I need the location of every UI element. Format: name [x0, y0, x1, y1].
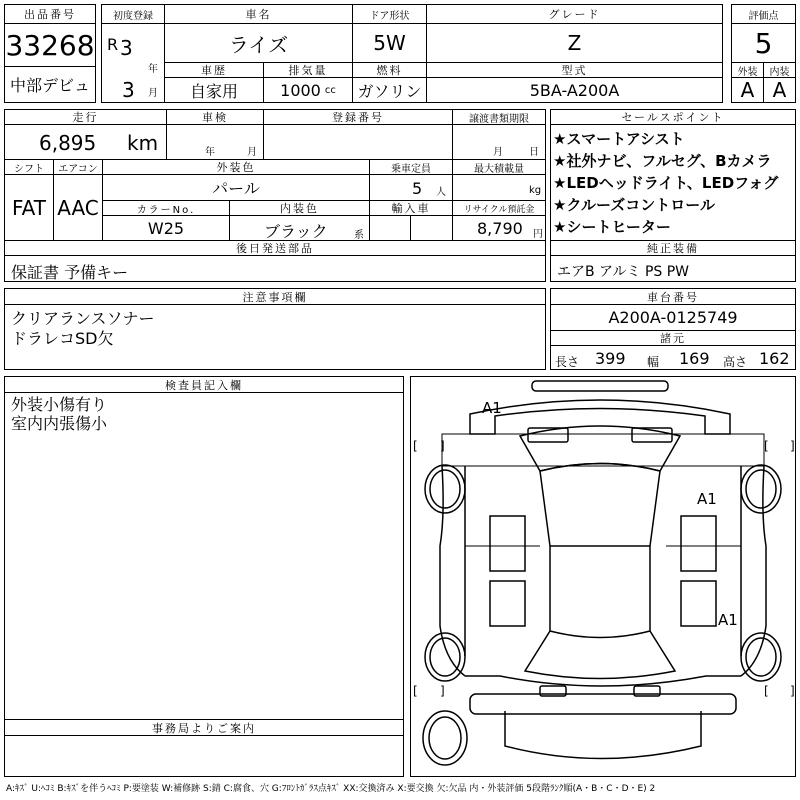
- door-type: 5W: [352, 23, 427, 63]
- model-code: 5BA-A200A: [426, 77, 723, 103]
- car-diagram-drawing: [410, 376, 796, 777]
- equipment-cell: [550, 255, 796, 282]
- history-label: 車歴: [164, 62, 264, 78]
- max-load-label: 最大積載量: [452, 159, 546, 175]
- spec-label: 諸元: [550, 330, 796, 346]
- lot-number-label: 出品番号: [4, 4, 96, 24]
- first-registration-cell: [101, 23, 165, 103]
- exterior-grade: A: [731, 77, 764, 103]
- score: 5: [731, 23, 796, 63]
- mileage: 6,895: [39, 131, 97, 155]
- inspector-panel: [4, 392, 404, 720]
- transfer-month-unit: 月: [493, 147, 503, 158]
- max-load-cell: [452, 174, 546, 201]
- selling-point-1: ★スマートアシスト: [553, 130, 685, 148]
- bracket-right-top: ]: [440, 439, 445, 453]
- color-no-label: カラーNo.: [102, 200, 230, 216]
- plate-cell: [263, 124, 453, 160]
- width-label: 幅: [647, 355, 660, 369]
- chassis-number: A200A-0125749: [550, 304, 796, 331]
- max-load-unit: kg: [529, 185, 542, 196]
- grade-label: グレード: [426, 4, 723, 24]
- later-parts: 保証書 予備キー: [11, 263, 129, 282]
- damage-mark-right: A1: [697, 490, 717, 508]
- transfer-day-unit: 日: [529, 147, 539, 158]
- inspector-line-1: 外装小傷有り: [11, 395, 108, 414]
- lot-number: 33268: [4, 23, 96, 67]
- history: 自家用: [164, 77, 264, 103]
- venue-name: 中部デビュ: [4, 66, 96, 103]
- model-label: 型式: [426, 62, 723, 78]
- displacement: 1000: [280, 80, 321, 100]
- office-label: 事務局よりご案内: [4, 719, 404, 736]
- recycle-cell: [452, 215, 546, 241]
- bracket-right-bottom: ]: [440, 684, 445, 698]
- bracket-right-bottom-r: ]: [790, 684, 795, 698]
- interior-color-label: 内装色: [229, 200, 370, 216]
- inspection-year-unit: 年: [205, 147, 215, 158]
- inspection-cell: [166, 124, 264, 160]
- bracket-left-bottom: [: [413, 684, 418, 698]
- fuel: ガソリン: [352, 77, 427, 103]
- note-line-2: ドラレコSD欠: [11, 329, 114, 348]
- later-parts-label: 後日発送部品: [4, 240, 546, 256]
- displacement-label: 排気量: [263, 62, 353, 78]
- equipment-label: 純正装備: [550, 240, 796, 256]
- capacity: 5: [412, 179, 423, 198]
- damage-mark-top: A1: [482, 399, 502, 417]
- color-number: W25: [102, 215, 230, 241]
- import-cell: [369, 215, 411, 241]
- note-line-1: クリアランスソナー: [11, 309, 155, 328]
- month-unit: 月: [148, 88, 158, 99]
- door-label: ドア形状: [352, 4, 427, 24]
- exterior-color-label: 外装色: [102, 159, 370, 175]
- plate-label: 登録番号: [263, 109, 453, 125]
- registration-year: 3: [120, 36, 133, 60]
- car-name: ライズ: [164, 23, 353, 63]
- transfer-label: 譲渡書類期限: [452, 109, 546, 125]
- fuel-label: 燃料: [352, 62, 427, 78]
- length-label: 長さ: [555, 355, 580, 369]
- interior-color-suffix: 系: [354, 230, 364, 241]
- recycle-unit: 円: [533, 229, 543, 240]
- grade: Z: [426, 23, 723, 63]
- inspection-label: 車検: [166, 109, 264, 125]
- damage-mark-rear-right: A1: [718, 611, 738, 629]
- displacement-cell: [263, 77, 353, 103]
- recycle-fee: 8,790: [477, 219, 523, 238]
- mileage-unit: km: [127, 131, 159, 155]
- selling-point-4: ★クルーズコントロール: [553, 196, 715, 214]
- capacity-label: 乗車定員: [369, 159, 453, 175]
- selling-points-panel: [550, 124, 796, 241]
- exterior-grade-label: 外装: [731, 62, 764, 78]
- bracket-left-top-r: [: [764, 439, 769, 453]
- selling-point-3: ★LEDヘッドライト、LEDフォグ: [553, 174, 779, 192]
- chassis-label: 車台番号: [550, 288, 796, 305]
- exterior-color: パール: [102, 174, 370, 201]
- interior-color-cell: [229, 215, 370, 241]
- bracket-left-top: [: [413, 439, 418, 453]
- displacement-unit: cc: [324, 84, 336, 96]
- year-unit: 年: [148, 64, 158, 75]
- ac-label: エアコン: [53, 159, 103, 175]
- recycle-label: リサイクル預託金: [452, 200, 546, 216]
- first-registration-label: 初度登録: [101, 4, 165, 24]
- length: 399: [595, 349, 626, 368]
- shift: FAT: [4, 174, 54, 241]
- notes-label: 注意事項欄: [4, 288, 546, 305]
- bracket-right-top-r: ]: [790, 439, 795, 453]
- inspector-line-2: 室内内張傷小: [11, 414, 108, 433]
- score-label: 評価点: [731, 4, 796, 24]
- interior-color: ブラック: [264, 222, 328, 241]
- notes-panel: [4, 304, 546, 370]
- import-label: 輸入車: [369, 200, 453, 216]
- era: R: [107, 35, 119, 54]
- mileage-label: 走行: [4, 109, 167, 125]
- bracket-left-bottom-r: [: [764, 684, 769, 698]
- capacity-cell: [369, 174, 453, 201]
- selling-point-5: ★シートヒーター: [553, 218, 671, 236]
- capacity-unit: 人: [436, 187, 446, 198]
- air-conditioner: AAC: [53, 174, 103, 241]
- car-name-label: 車名: [164, 4, 353, 24]
- spec-cell: [550, 345, 796, 370]
- later-parts-cell: [4, 255, 546, 282]
- height: 162: [759, 349, 790, 368]
- legend: A:ｷｽﾞ U:ﾍｺﾐ B:ｷｽﾞを伴うﾍｺﾐ P:要塗装 W:補修跡 S:錆 C:腐食、穴 G:ﾌﾛﾝﾄｶﾞﾗｽ点ｷｽﾞ XX:交換済み X:要交換 欠:欠品 内・外装評価 5段階ﾗﾝｸ順(A・B・C・D・E) 2: [6, 784, 656, 794]
- selling-points-label: セールスポイント: [550, 109, 796, 125]
- selling-point-2: ★社外ナビ、フルセグ、Bカメラ: [553, 152, 772, 170]
- inspector-label: 検査員記入欄: [4, 376, 404, 393]
- interior-grade-label: 内装: [763, 62, 796, 78]
- interior-grade: A: [763, 77, 796, 103]
- width: 169: [679, 349, 710, 368]
- equipment: エアB アルミ PS PW: [557, 264, 690, 280]
- registration-month: 3: [122, 78, 135, 102]
- transfer-cell: [452, 124, 546, 160]
- mileage-cell: [4, 124, 167, 160]
- import-cell-2: [410, 215, 453, 241]
- shift-label: シフト: [4, 159, 54, 175]
- inspection-month-unit: 月: [247, 147, 257, 158]
- height-label: 高さ: [723, 355, 748, 369]
- office-panel: [4, 735, 404, 777]
